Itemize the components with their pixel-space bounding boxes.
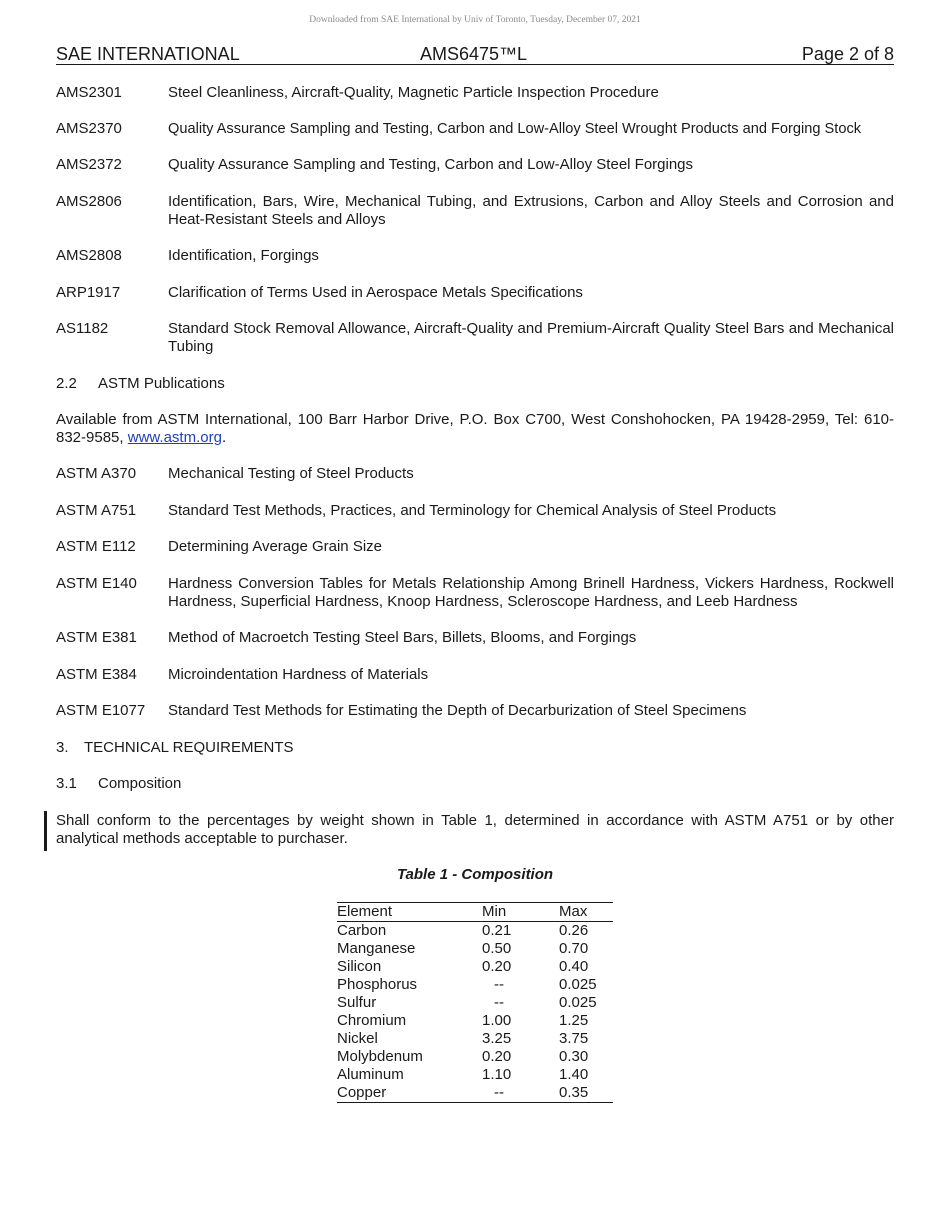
max-cell: 3.75: [559, 1030, 589, 1047]
max-cell: 0.30: [559, 1048, 589, 1065]
min-cell: 1.10: [482, 1066, 512, 1083]
element-cell: Aluminum: [337, 1066, 404, 1083]
reference-title: Microindentation Hardness of Materials: [168, 666, 429, 683]
element-cell: Silicon: [337, 958, 382, 975]
table-caption: Table 1 - Composition: [396, 866, 554, 883]
reference-code: AMS2806: [56, 193, 122, 210]
reference-title: Standard Stock Removal Allowance, Aircraft-Quality and Premium-Aircraft Quality Steel Bars and Mechanical Tubing: [168, 320, 894, 355]
table-row: [337, 1030, 613, 1048]
reference-code: ASTM E1077: [56, 702, 146, 719]
reference-code: AMS2808: [56, 247, 122, 264]
min-cell: 3.25: [482, 1030, 512, 1047]
element-cell: Molybdenum: [337, 1048, 423, 1065]
composition-table: [337, 902, 613, 1103]
reference-title: Clarification of Terms Used in Aerospace Metals Specifications: [168, 284, 583, 301]
section-number: 3.: [56, 739, 69, 756]
table-row: [337, 1048, 613, 1066]
section-number: 2.2: [56, 375, 77, 392]
reference-code: ASTM E140: [56, 575, 137, 592]
astm-availability-paragraph: [56, 411, 894, 447]
reference-entry: [56, 702, 894, 720]
reference-entry: [56, 284, 894, 302]
reference-title: Steel Cleanliness, Aircraft-Quality, Magnetic Particle Inspection Procedure: [168, 84, 659, 101]
section-heading-technical: [56, 739, 293, 757]
reference-code: ASTM A751: [56, 502, 137, 519]
astm-website-link[interactable]: www.astm.org: [127, 429, 222, 446]
element-cell: Phosphorus: [337, 976, 418, 993]
min-cell: --: [494, 1084, 504, 1101]
section-heading-composition: [56, 775, 181, 793]
table-header-row: [337, 903, 613, 922]
header-org: SAE INTERNATIONAL: [56, 44, 240, 64]
min-cell: 0.20: [482, 1048, 512, 1065]
availability-suffix: .: [221, 429, 227, 446]
download-watermark: Downloaded from SAE International by Univ of Toronto, Tuesday, December 07, 2021: [309, 15, 641, 25]
table-row: [337, 940, 613, 958]
header-doc-number: AMS6475™L: [420, 44, 528, 64]
composition-paragraph: Shall conform to the percentages by weight shown in Table 1, determined in accordance with ASTM A751 or by other analytical methods acceptable to purchaser.: [56, 812, 894, 847]
reference-code: ASTM E112: [56, 538, 136, 555]
reference-code: AMS2301: [56, 84, 122, 101]
element-cell: Chromium: [337, 1012, 407, 1029]
reference-code: AMS2372: [56, 156, 122, 173]
max-cell: 0.025: [559, 976, 597, 993]
max-cell: 0.40: [559, 958, 589, 975]
header-page-number: Page 2 of 8: [801, 44, 894, 64]
section-title: TECHNICAL REQUIREMENTS: [84, 739, 294, 756]
reference-title: Standard Test Methods, Practices, and Terminology for Chemical Analysis of Steel Products: [168, 502, 777, 519]
element-cell: Manganese: [337, 940, 416, 957]
max-cell: 1.40: [559, 1066, 589, 1083]
column-header-max: Max: [559, 903, 588, 920]
reference-title: Determining Average Grain Size: [168, 538, 382, 555]
revision-change-bar: [44, 811, 47, 851]
reference-code: ASTM E384: [56, 666, 137, 683]
reference-title: Hardness Conversion Tables for Metals Relationship Among Brinell Hardness, Vickers Hardness, Rockwell Hardness, Superficial Hardness, Knoop Hardness, Scleroscope Hardness, and Leeb Hardness: [168, 575, 894, 610]
reference-title: Standard Test Methods for Estimating the Depth of Decarburization of Steel Specimens: [168, 702, 747, 719]
reference-title: Mechanical Testing of Steel Products: [168, 465, 414, 482]
reference-code: ASTM A370: [56, 465, 137, 482]
reference-entry: [56, 502, 894, 520]
availability-text: Available from ASTM International, 100 Barr Harbor Drive, P.O. Box C700, West Conshohocken, PA 19428-2959, Tel: 610-832-9585,: [56, 411, 894, 446]
reference-entry: [56, 247, 894, 265]
column-header-element: Element: [337, 903, 393, 920]
reference-entry: [56, 193, 894, 229]
max-cell: 0.025: [559, 994, 597, 1011]
reference-code: ASTM E381: [56, 629, 137, 646]
table-row: [337, 1066, 613, 1084]
section-title: ASTM Publications: [98, 375, 225, 392]
min-cell: 0.21: [482, 922, 512, 939]
element-cell: Nickel: [337, 1030, 378, 1047]
reference-entry: [56, 465, 894, 483]
section-heading-astm: [56, 375, 225, 393]
reference-entry: [56, 666, 894, 684]
reference-title: Quality Assurance Sampling and Testing, Carbon and Low-Alloy Steel Wrought Products and Forging Stock: [168, 121, 862, 137]
max-cell: 0.26: [559, 922, 589, 939]
reference-entry: [56, 538, 894, 556]
max-cell: 0.70: [559, 940, 589, 957]
reference-title: Quality Assurance Sampling and Testing, Carbon and Low-Alloy Steel Forgings: [168, 156, 694, 173]
min-cell: --: [494, 994, 504, 1011]
reference-entry: [56, 156, 894, 174]
reference-title: Method of Macroetch Testing Steel Bars, Billets, Blooms, and Forgings: [168, 629, 637, 646]
reference-entry: [56, 320, 894, 356]
table-row: [337, 922, 613, 941]
min-cell: --: [494, 976, 504, 993]
min-cell: 1.00: [482, 1012, 512, 1029]
table-row: [337, 976, 613, 994]
reference-entry: [56, 575, 894, 611]
table-row: [337, 958, 613, 976]
section-number: 3.1: [56, 775, 77, 792]
section-title: Composition: [98, 775, 182, 792]
reference-code: AS1182: [56, 320, 109, 337]
element-cell: Copper: [337, 1084, 387, 1101]
table-row: [337, 1012, 613, 1030]
reference-code: AMS2370: [56, 120, 122, 137]
min-cell: 0.50: [482, 940, 512, 957]
reference-code: ARP1917: [56, 284, 121, 301]
reference-title: Identification, Bars, Wire, Mechanical Tubing, and Extrusions, Carbon and Alloy Steels and Corrosion and Heat-Resistant Steels and Alloys: [168, 193, 894, 228]
max-cell: 0.35: [559, 1084, 589, 1101]
element-cell: Carbon: [337, 922, 387, 939]
table-row: [337, 1084, 613, 1103]
max-cell: 1.25: [559, 1012, 589, 1029]
element-cell: Sulfur: [337, 994, 377, 1011]
reference-title: Identification, Forgings: [168, 247, 319, 264]
reference-entry: [56, 84, 894, 102]
reference-entry: [56, 629, 894, 647]
table-row: [337, 994, 613, 1012]
reference-entry: [56, 120, 894, 138]
min-cell: 0.20: [482, 958, 512, 975]
page-header: [56, 44, 894, 65]
column-header-min: Min: [482, 903, 507, 920]
